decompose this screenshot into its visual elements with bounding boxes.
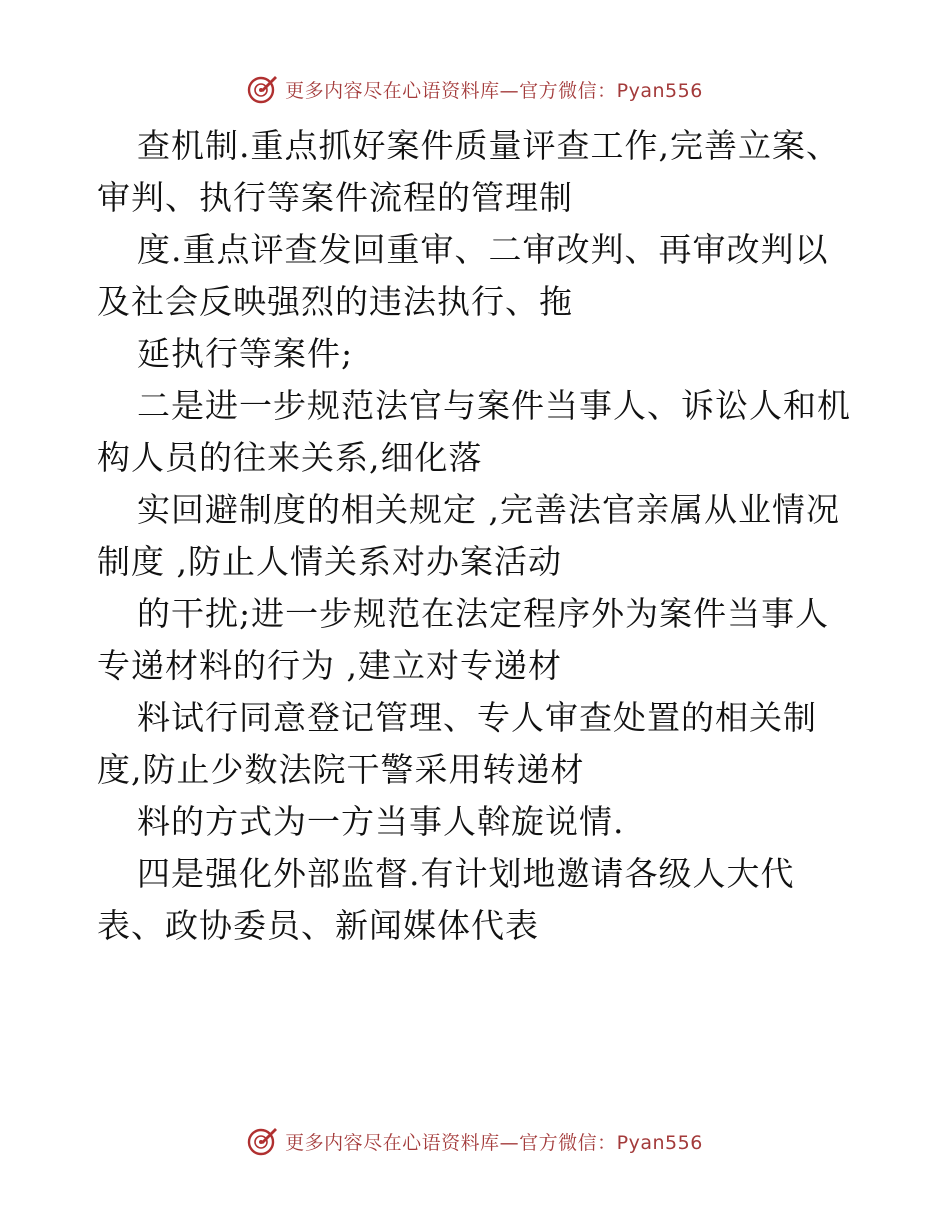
body-text-line: 制度 ,防止人情关系对办案活动 xyxy=(97,542,562,581)
body-text-line: 度.重点评查发回重审、二审改判、再审改判以 xyxy=(137,230,829,269)
body-text-line: 表、政协委员、新闻媒体代表 xyxy=(97,906,539,945)
body-text-line: 料的方式为一方当事人斡旋说情. xyxy=(137,802,625,841)
body-text-line: 延执行等案件; xyxy=(137,334,354,373)
body-text-line: 的干扰;进一步规范在法定程序外为案件当事人 xyxy=(137,594,830,633)
body-text-line: 度,防止少数法院干警采用转递材 xyxy=(97,750,585,789)
document-body xyxy=(97,120,887,952)
header-banner-text: 更多内容尽在心语资料库—官方微信：Pyan556 xyxy=(285,79,703,102)
body-text-line: 四是强化外部监督.有计划地邀请各级人大代 xyxy=(137,854,795,893)
body-text-line: 专递材料的行为 ,建立对专递材 xyxy=(97,646,562,685)
body-text-line: 实回避制度的相关规定 ,完善法官亲属从业情况 xyxy=(137,490,840,529)
body-text-line: 审判、执行等案件流程的管理制 xyxy=(97,178,573,217)
pen-nib-circle-logo-icon xyxy=(247,1125,279,1157)
body-text-line: 及社会反映强烈的违法执行、拖 xyxy=(97,282,573,321)
body-text-line: 二是进一步规范法官与案件当事人、诉讼人和机 xyxy=(137,386,851,425)
body-text-line: 查机制.重点抓好案件质量评查工作,完善立案、 xyxy=(137,126,840,165)
header-banner xyxy=(0,72,950,106)
pen-nib-circle-logo-icon xyxy=(247,73,279,105)
footer-banner xyxy=(0,1124,950,1158)
body-text-line: 料试行同意登记管理、专人审查处置的相关制 xyxy=(137,698,817,737)
body-text-line: 构人员的往来关系,细化落 xyxy=(97,438,483,477)
footer-banner-text: 更多内容尽在心语资料库—官方微信：Pyan556 xyxy=(285,1131,703,1154)
